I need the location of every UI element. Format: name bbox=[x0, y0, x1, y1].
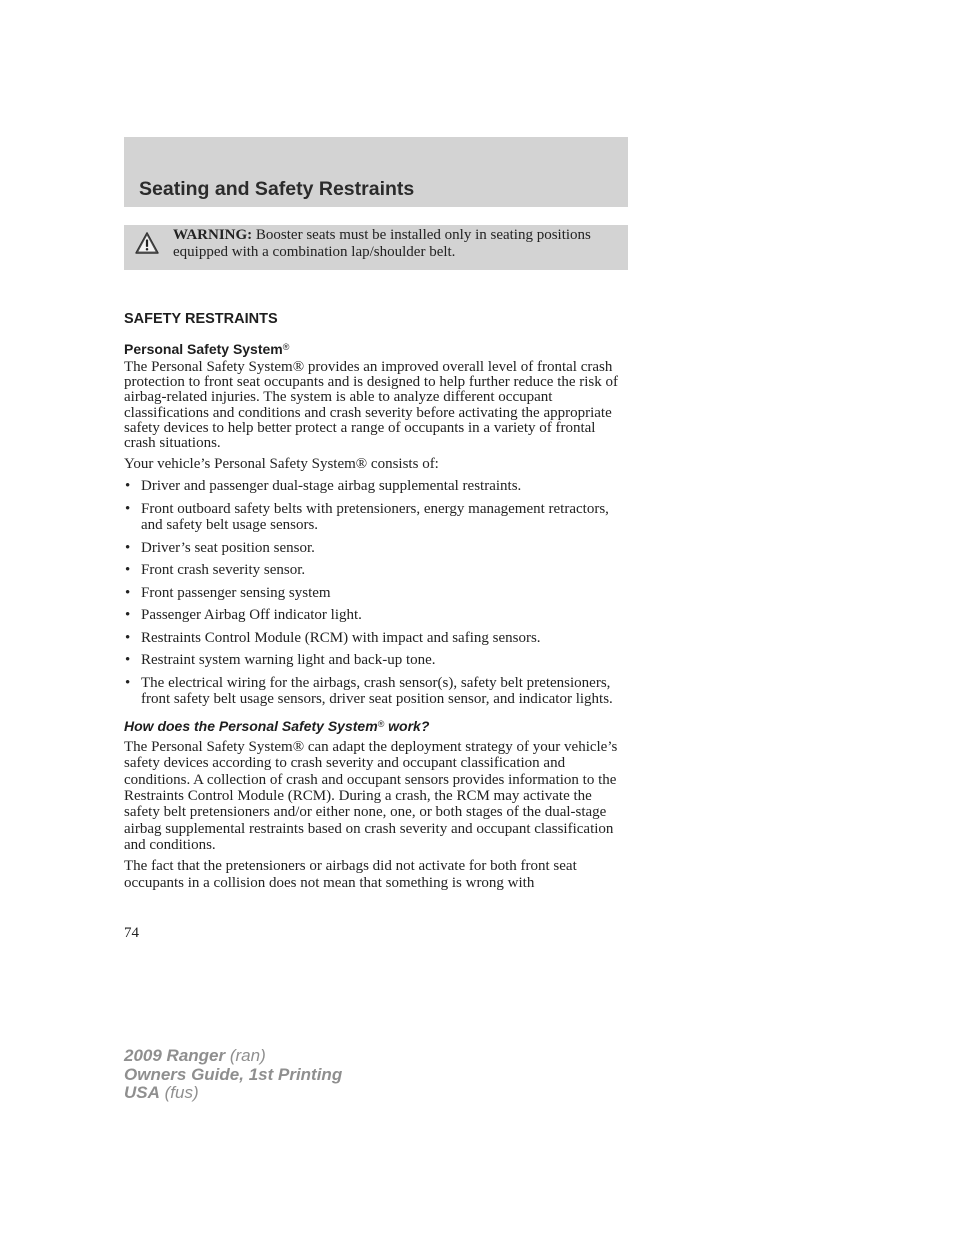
footer-line-model bbox=[124, 1047, 342, 1066]
print-footer bbox=[124, 1047, 342, 1103]
warning-message: Booster seats must be installed only in seating positions equipped with a combination lap/shoulder belt. bbox=[173, 227, 591, 260]
bullet-icon: • bbox=[125, 539, 131, 556]
question-heading-text: How does the Personal Safety System bbox=[124, 718, 378, 735]
bullet-icon: • bbox=[125, 674, 131, 691]
warning-box bbox=[124, 225, 628, 270]
warning-label: WARNING: bbox=[173, 227, 253, 243]
bullet-icon: • bbox=[125, 500, 131, 517]
list-item bbox=[124, 562, 628, 578]
list-item bbox=[124, 478, 628, 494]
list-item-text: Front outboard safety belts with pretensioners, energy management retractors, and safety belt usage sensors. bbox=[141, 500, 609, 534]
list-item bbox=[124, 652, 628, 668]
footer-line-market bbox=[124, 1084, 342, 1103]
list-item-text: Front crash severity sensor. bbox=[141, 562, 306, 579]
subsection-heading-text: Personal Safety System bbox=[124, 341, 283, 357]
list-item-text: Driver and passenger dual-stage airbag supplemental restraints. bbox=[141, 478, 522, 495]
footer-model: 2009 Ranger bbox=[124, 1046, 226, 1065]
warning-text bbox=[173, 227, 613, 261]
list-item-text: Front passenger sensing system bbox=[141, 584, 331, 601]
chapter-title: Seating and Safety Restraints bbox=[139, 178, 415, 200]
list-item bbox=[124, 585, 628, 601]
footer-guide: Owners Guide, 1st Printing bbox=[124, 1064, 343, 1084]
footer-model-code: (ran) bbox=[225, 1046, 266, 1065]
footer-market: USA bbox=[124, 1083, 160, 1102]
answer-paragraph-1: The Personal Safety System® can adapt the deployment strategy of your vehicle’s safety devices according to crash severity and occupant classification and conditions. A collection of crash and occupant sensors provides information to the Restraints Control Module (RCM). During a crash, the RCM may activate the safety belt pretensioners and/or either none, one, or both stages of the dual-stage airbag supplemental restraints based on crash severity and occupant classification and conditions. bbox=[124, 739, 618, 853]
bullet-icon: • bbox=[125, 607, 131, 624]
footer-line-guide bbox=[124, 1066, 342, 1085]
list-item-text: Restraint system warning light and back-up tone. bbox=[141, 652, 436, 669]
bullet-icon: • bbox=[125, 584, 131, 601]
footer-market-code: (fus) bbox=[159, 1083, 199, 1102]
bullet-icon: • bbox=[125, 652, 131, 669]
list-item-text: Driver’s seat position sensor. bbox=[141, 539, 315, 556]
question-heading-end: work? bbox=[384, 718, 430, 735]
bullet-icon: • bbox=[125, 478, 131, 495]
list-item-text: Restraints Control Module (RCM) with impact and safing sensors. bbox=[141, 629, 541, 646]
page-number: 74 bbox=[124, 925, 139, 941]
list-item-text: The electrical wiring for the airbags, crash sensor(s), safety belt pretensioners, front safety belt usage sensors, driver seat position sensor, and indicator lights. bbox=[141, 674, 613, 707]
question-heading bbox=[124, 717, 628, 735]
intro-paragraph: The Personal Safety System® provides an improved overall level of frontal crash protection to front seat occupants and is designed to help further reduce the risk of airbag-related injuries. The system is able to analyze different occupant classifications and conditions and crash severity before activating the appropriate safety devices to help better protect a range of occupants in a variety of frontal crash situations. bbox=[124, 359, 619, 452]
list-item bbox=[124, 540, 628, 556]
list-item bbox=[124, 607, 628, 623]
subsection-heading bbox=[124, 340, 628, 358]
question-registered-mark: ® bbox=[377, 719, 385, 730]
list-item bbox=[124, 630, 628, 646]
bullet-icon: • bbox=[125, 562, 131, 579]
chapter-header bbox=[124, 137, 628, 207]
consists-of-paragraph: Your vehicle’s Personal Safety System® consists of: bbox=[124, 456, 439, 473]
answer-paragraph-2: The fact that the pretensioners or airbags did not activate for both front seat occupants in a collision does not mean that something is wrong with bbox=[124, 858, 577, 891]
list-item bbox=[124, 501, 628, 534]
registered-mark: ® bbox=[282, 342, 290, 352]
warning-triangle-icon bbox=[135, 231, 159, 255]
section-heading: SAFETY RESTRAINTS bbox=[124, 311, 278, 327]
component-list bbox=[124, 478, 628, 707]
bullet-icon: • bbox=[125, 629, 131, 646]
page-content bbox=[124, 310, 628, 891]
list-item-text: Passenger Airbag Off indicator light. bbox=[141, 607, 362, 624]
list-item bbox=[124, 675, 628, 708]
